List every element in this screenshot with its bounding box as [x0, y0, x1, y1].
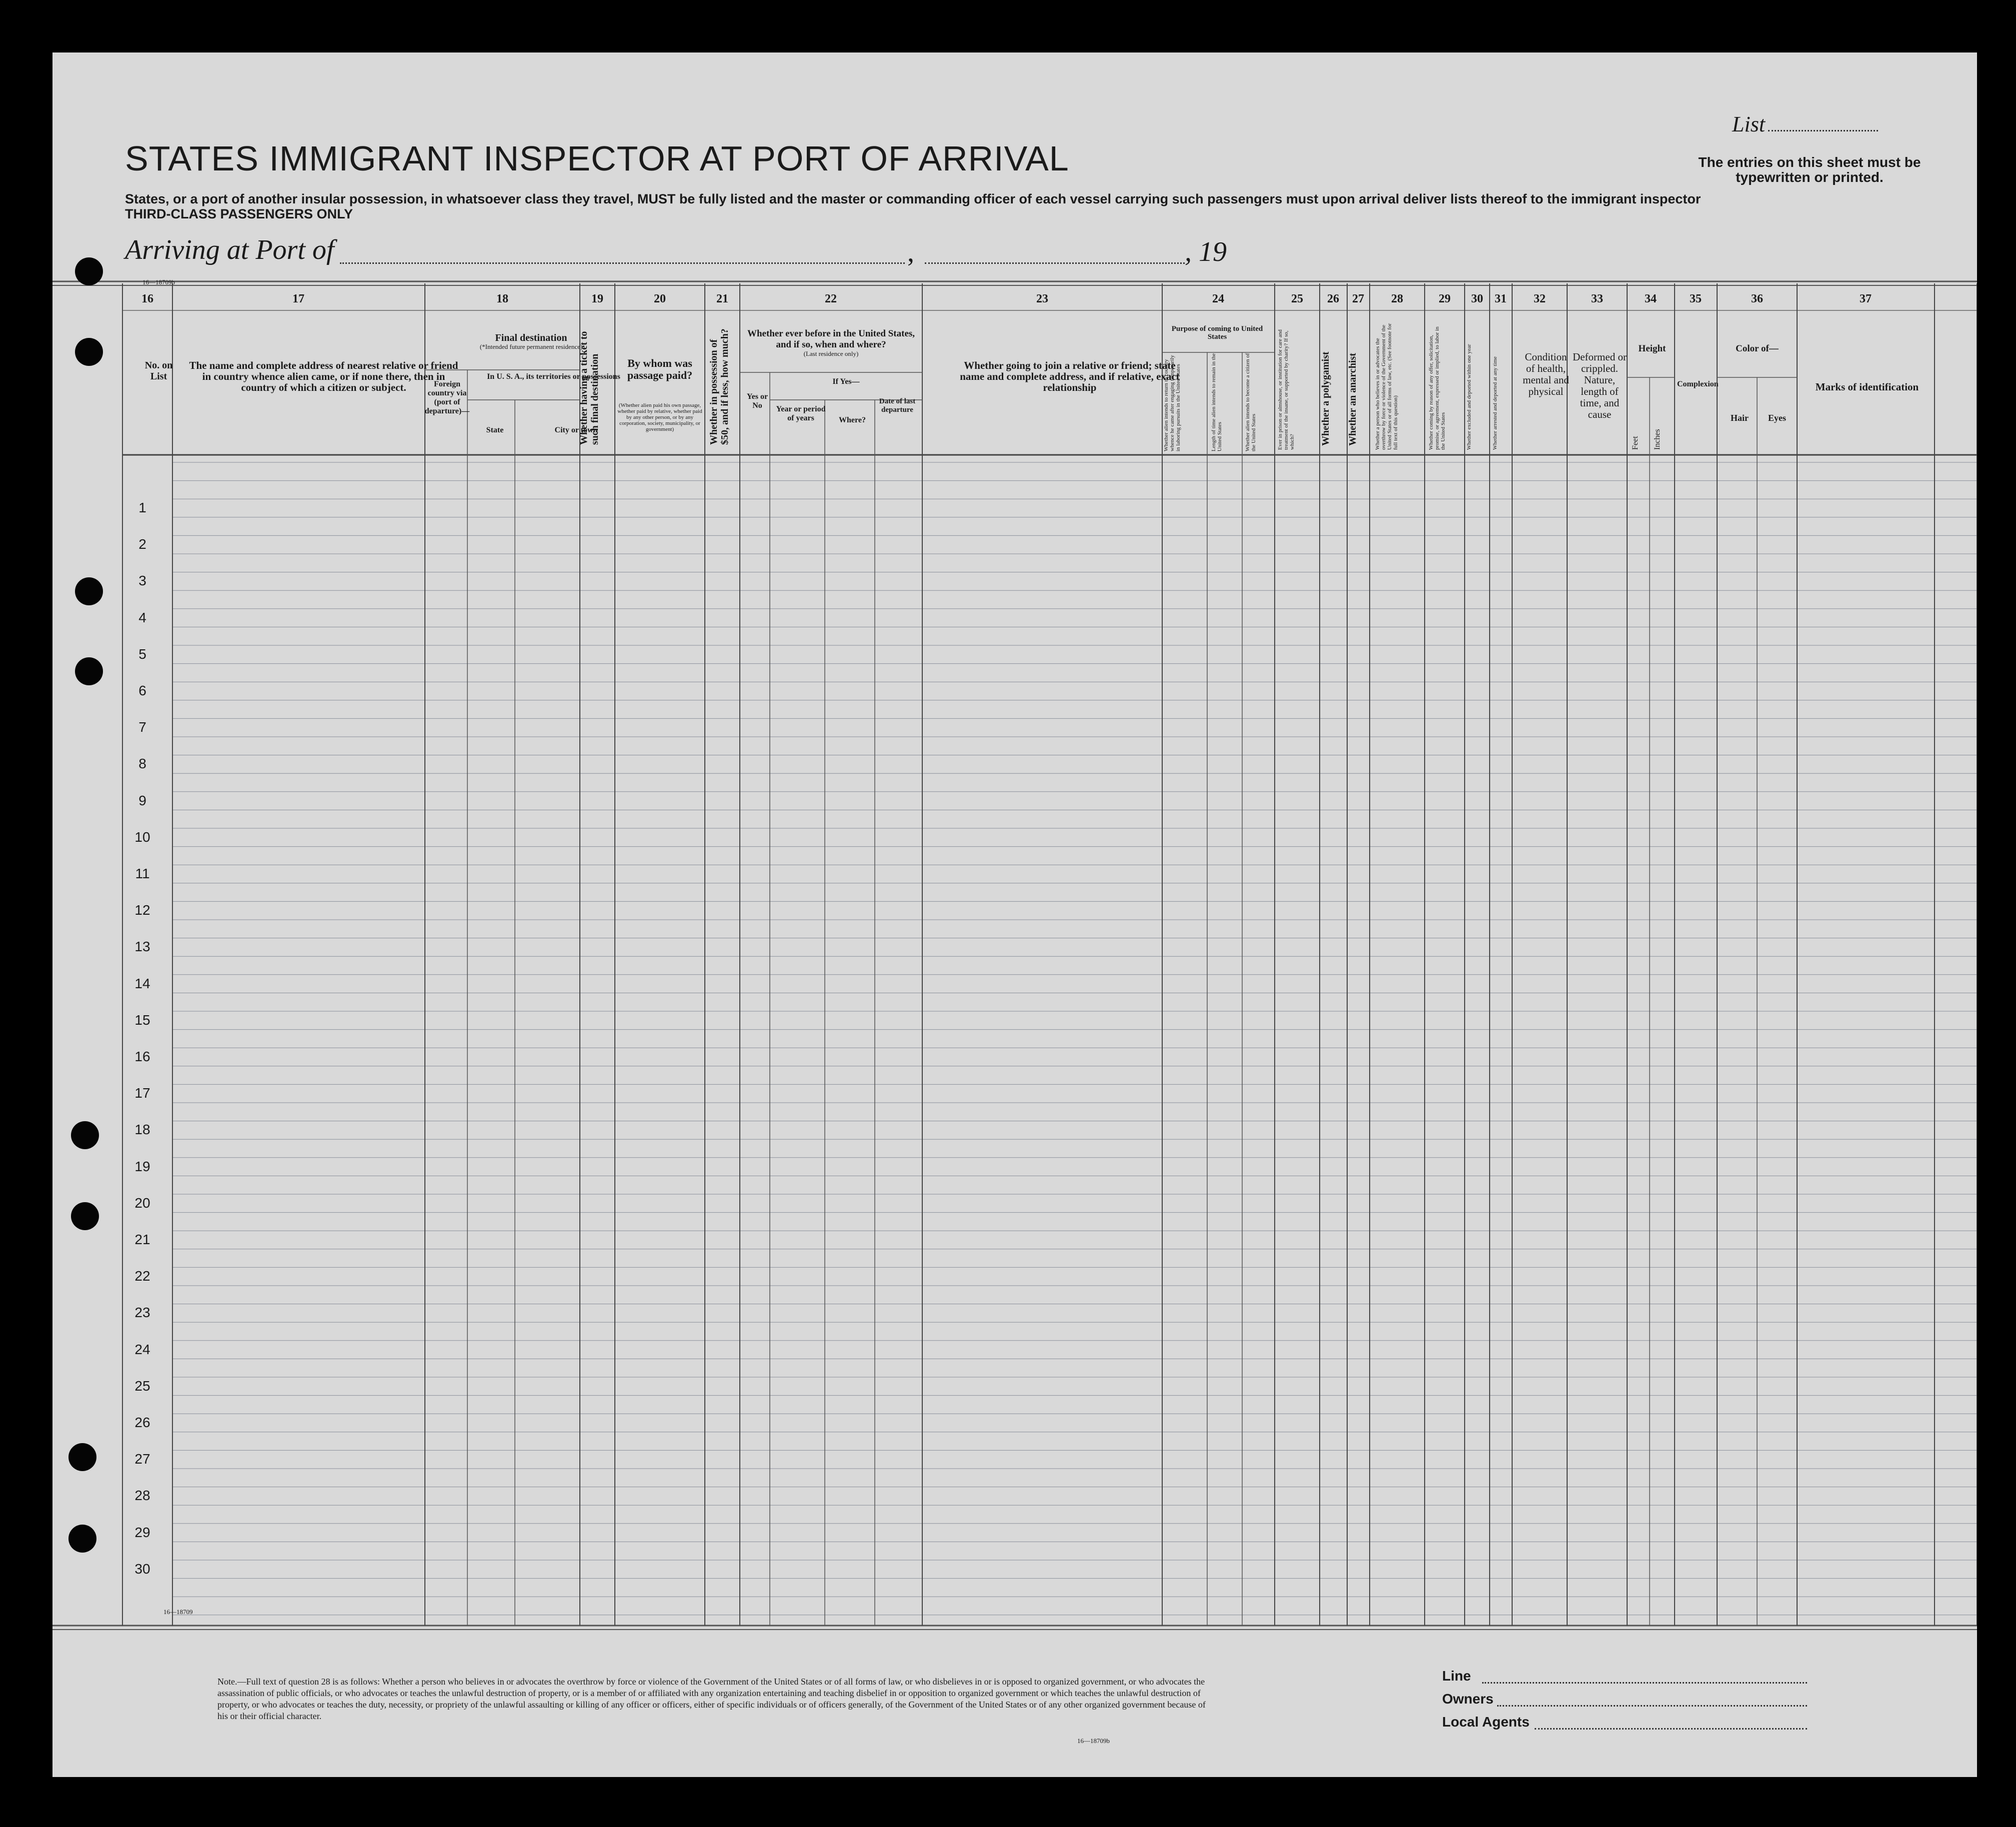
header-excluded: Whether excluded and deported within one year — [1466, 344, 1472, 450]
row-number: 25 — [134, 1378, 150, 1394]
row-number: 20 — [134, 1195, 150, 1211]
column-number: 16 — [141, 292, 153, 305]
header-purpose-a: Whether alien intends to return to country whence he came after engaging temporarily in laboring pursuits in the United States — [1163, 355, 1181, 451]
column-number: 27 — [1352, 292, 1364, 305]
row-number: 6 — [138, 683, 146, 698]
row-number: 24 — [134, 1341, 150, 1357]
binder-hole — [75, 257, 103, 285]
column-number: 34 — [1645, 292, 1657, 305]
column-number: 36 — [1751, 292, 1763, 305]
column-number: 17 — [292, 292, 304, 305]
header-offer-labor: Whether coming by reason of any offer, solicitation, promise, or agreement, expressed or implied, to labor in the United States — [1428, 326, 1446, 450]
year-prefix: , 19 — [1185, 236, 1227, 267]
header-city-or-town: City or town — [554, 426, 598, 434]
header-feet: Feet — [1631, 436, 1640, 450]
column-number: 35 — [1690, 292, 1702, 305]
column-number: 32 — [1534, 292, 1546, 305]
local-agents-label: Local Agents — [1442, 1714, 1530, 1730]
row-number: 17 — [134, 1085, 150, 1101]
row-number: 18 — [134, 1122, 150, 1138]
header-inches: Inches — [1653, 429, 1662, 450]
row-number: 9 — [138, 792, 146, 808]
row-number: 21 — [134, 1232, 150, 1247]
instruction-text: States, or a port of another insular possession, in whatsoever class they travel, MUST be fully listed and the master or commanding officer of each vessel carrying such passengers must upon arrival deliver lists thereof to the immigrant inspector — [125, 191, 1701, 206]
column-number: 20 — [654, 292, 666, 305]
arriving-port-line: Arriving at Port of — [125, 234, 334, 265]
row-number: 19 — [134, 1158, 150, 1174]
column-number: 28 — [1391, 292, 1403, 305]
header-state: State — [486, 426, 504, 434]
row-number: 13 — [134, 939, 150, 955]
column-number: 21 — [716, 292, 728, 305]
column-number: 22 — [825, 292, 837, 305]
row-number: 1 — [138, 500, 146, 515]
binder-hole — [71, 1202, 99, 1230]
header-eyes: Eyes — [1768, 413, 1786, 423]
header-date-of-departure: Date of last departure — [879, 397, 916, 414]
row-number: 15 — [134, 1012, 150, 1028]
owners-label: Owners — [1442, 1691, 1494, 1707]
column-number: 25 — [1291, 292, 1303, 305]
column-number: 26 — [1327, 292, 1339, 305]
header-yes-or-no: Yes or No — [746, 392, 768, 410]
header-complexion: Complexion — [1677, 380, 1719, 388]
column-number: 33 — [1591, 292, 1603, 305]
header-passage-paid-note: (Whether alien paid his own passage, whether paid by relative, whether paid by any other person, or by any corporation, society, municipality, or government) — [617, 402, 702, 432]
column-number: 30 — [1471, 292, 1483, 305]
line-field[interactable] — [1482, 1682, 1807, 1684]
header-no-on-list: No. on List — [144, 360, 173, 382]
header-year-or-period: Year or period of years — [776, 405, 826, 422]
binder-hole — [68, 1525, 96, 1553]
footnote: Note.—Full text of question 28 is as follows: Whether a person who believes in or advocates the overthrow by force or violence of the Government of the United States or of all forms of law, or who disbelieves in or is opposed to organized government, or who advocates the assassination of public officials, or who advocates or teaches the unlawful destruction of property, or is a member of or affiliated with any organization entertaining and teaching disbelief in or opposition to organized government or which teaches the unlawful destruction of property, or who advocates or teaches the duty, necessity, or propriety of the unlawful assaulting or killing of any officer or officers, either of specific individuals or of officers generally, of the Government of the United States or of any other organized government because of his or their official character. — [217, 1677, 1206, 1721]
header-if-yes: If Yes— — [832, 377, 860, 386]
row-number: 7 — [138, 719, 146, 735]
row-number: 11 — [135, 866, 150, 881]
header-prison: Ever in prison or almshouse, or institution for care and treatment of the insane, or supported by charity? If so, which? — [1277, 329, 1295, 450]
column-number: 18 — [496, 292, 508, 305]
header-hair: Hair — [1731, 413, 1749, 423]
port-date-field[interactable] — [925, 262, 1185, 264]
header-foreign-country: Foreign country via (port of departure)— — [424, 380, 470, 415]
row-number: 14 — [134, 975, 150, 991]
binder-hole — [68, 1443, 96, 1471]
comma-separator: , — [907, 237, 914, 268]
column-number: 23 — [1036, 292, 1048, 305]
list-label: List — [1732, 111, 1878, 137]
header-color-of: Color of— — [1736, 343, 1779, 354]
header-arrested: Whether arrested and deported at any time — [1492, 356, 1498, 450]
header-height: Height — [1638, 343, 1666, 354]
header-in-usa: In U. S. A., its territories or possessions — [487, 372, 620, 381]
row-number: 12 — [134, 902, 150, 918]
header-ticket: Whether having a ticket to such final destination — [578, 331, 600, 445]
header-purpose-b: Length of time alien intends to remain in the United States — [1211, 353, 1223, 451]
column-number: 31 — [1495, 292, 1507, 305]
third-class-label: THIRD-CLASS PASSENGERS ONLY — [125, 206, 353, 221]
form-title: STATES IMMIGRANT INSPECTOR AT PORT OF ARRIVAL — [125, 139, 1069, 178]
row-number: 5 — [138, 646, 146, 662]
header-deformed: Deformed or crippled. Nature, length of time, and cause — [1573, 351, 1627, 420]
row-number: 2 — [138, 536, 146, 552]
row-number: 26 — [134, 1415, 150, 1430]
header-condition: Condition of health, mental and physical — [1523, 351, 1569, 397]
header-nearest-relative: The name and complete address of nearest relative or friend in country whence alien came, or if none there, then in country of which a citizen or subject. — [189, 359, 458, 393]
header-final-destination: Final destination (*Intended future permanent residence) — [479, 332, 583, 350]
local-agents-field[interactable] — [1535, 1728, 1807, 1730]
header-fifty-dollars: Whether in possession of $50, and if less, how much? — [708, 328, 730, 445]
row-number: 29 — [134, 1524, 150, 1540]
entries-note: The entries on this sheet must be typewritten or printed. — [1698, 154, 1921, 185]
line-label: Line — [1442, 1668, 1471, 1684]
row-number: 28 — [134, 1488, 150, 1504]
header-purpose: Purpose of coming to United States — [1171, 325, 1263, 341]
column-number: 37 — [1860, 292, 1872, 305]
column-number: 24 — [1212, 292, 1224, 305]
header-join-relative: Whether going to join a relative or friend; state name and complete address, and if relative, exact relationship — [960, 359, 1180, 393]
row-number: 4 — [138, 609, 146, 625]
row-number: 30 — [134, 1561, 150, 1577]
header-purpose-c: Whether alien intends to become a citizen of the United States — [1245, 353, 1257, 451]
row-number: 23 — [134, 1305, 150, 1321]
header-anarchist: Whether an anarchist — [1347, 353, 1358, 446]
owners-field[interactable] — [1497, 1705, 1807, 1707]
header-passage-paid: By whom was passage paid? — [627, 357, 693, 381]
column-number: 19 — [591, 292, 603, 305]
port-name-field[interactable] — [340, 262, 905, 264]
header-marks: Marks of identification — [1815, 381, 1919, 393]
binder-hole — [75, 577, 103, 605]
row-number: 22 — [134, 1268, 150, 1284]
row-number: 10 — [134, 829, 150, 845]
form-code-top: 16—18709b — [142, 278, 175, 286]
binder-hole — [71, 1121, 99, 1149]
binder-hole — [75, 338, 103, 366]
header-overthrow: Whether a person who believes in or advocates the overthrow by force or violence of the Government of the United States or of all forms of law, etc. (See footnote for full text of this question) — [1375, 323, 1399, 450]
row-number: 16 — [134, 1049, 150, 1064]
form-code-bottom: 16—18709 — [163, 1608, 193, 1616]
row-number: 3 — [138, 573, 146, 589]
binder-hole — [75, 657, 103, 685]
form-sheet — [52, 52, 1977, 1777]
form-code-note: 16—18709b — [1077, 1737, 1110, 1745]
header-where: Where? — [839, 416, 866, 424]
row-number: 8 — [138, 756, 146, 772]
header-polygamist: Whether a polygamist — [1320, 351, 1331, 446]
row-number: 27 — [134, 1451, 150, 1467]
column-number: 29 — [1439, 292, 1451, 305]
form-grid — [52, 52, 1977, 1777]
header-ever-before: Whether ever before in the United States, and if so, when and where? (Last residence only) — [747, 328, 915, 357]
